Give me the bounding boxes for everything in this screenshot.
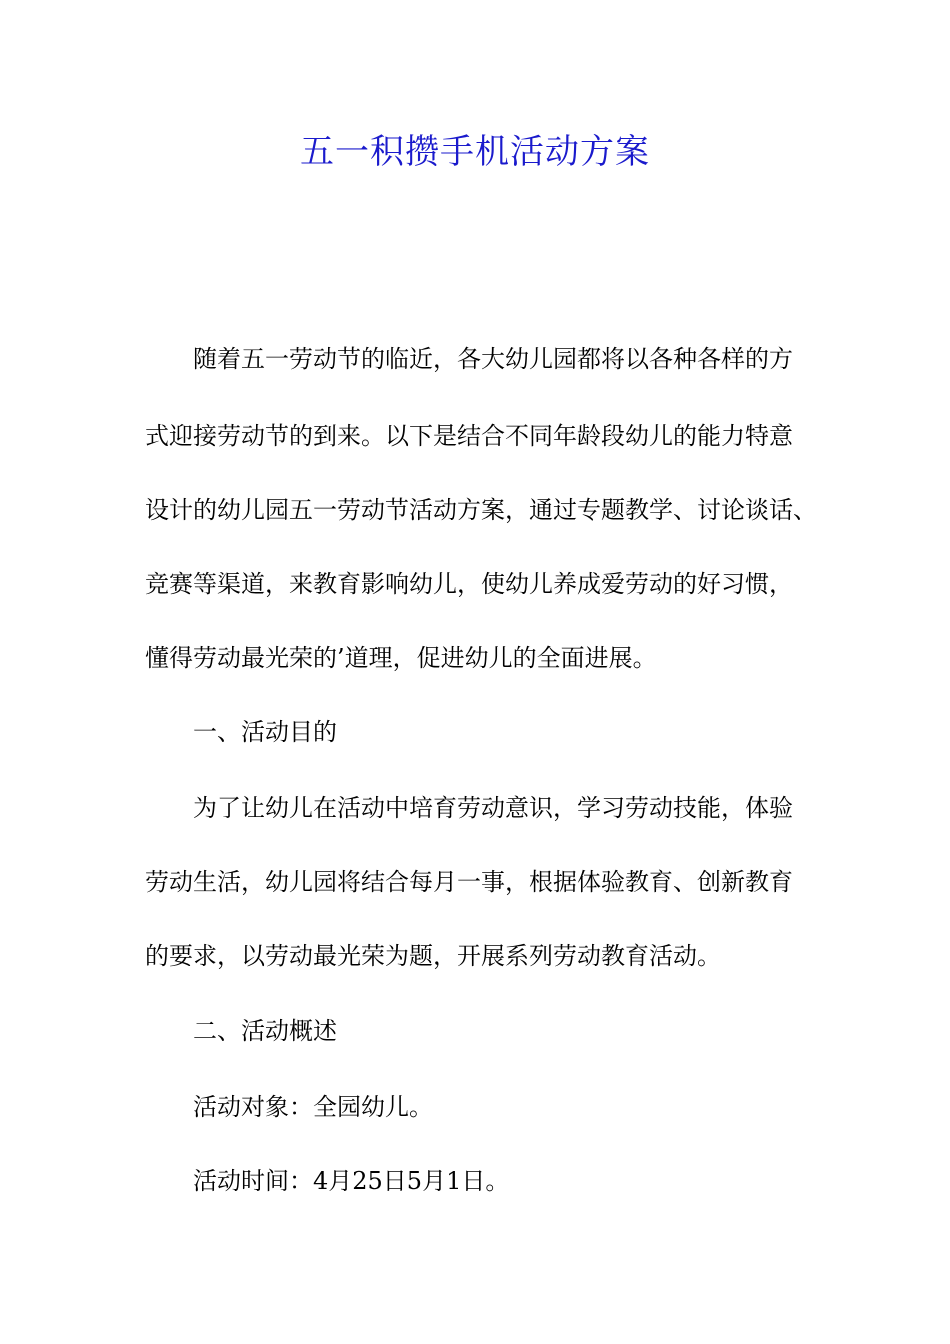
- paragraph-line: 活动对象：全园幼儿。: [193, 1093, 433, 1121]
- paragraph-line: 活动时间：4月25日5月1日。: [193, 1167, 510, 1195]
- paragraph-line: 懂得劳动最光荣的’道理，促进幼儿的全面进展。: [145, 644, 657, 672]
- section-heading: 二、活动概述: [193, 1017, 337, 1045]
- paragraph-line: 竞赛等渠道，来教育影响幼儿，使幼儿养成爱劳动的好习惯，: [145, 570, 793, 598]
- section-heading: 一、活动目的: [193, 718, 337, 746]
- paragraph-line: 劳动生活，幼儿园将结合每月一事，根据体验教育、创新教育: [145, 868, 793, 896]
- paragraph-line: 的要求，以劳动最光荣为题，开展系列劳动教育活动。: [145, 942, 721, 970]
- paragraph-line: 式迎接劳动节的到来。以下是结合不同年龄段幼儿的能力特意: [145, 422, 793, 450]
- paragraph-line: 为了让幼儿在活动中培育劳动意识，学习劳动技能，体验: [193, 794, 793, 822]
- document-title: 五一积攒手机活动方案: [300, 132, 650, 172]
- paragraph-line: 随着五一劳动节的临近，各大幼儿园都将以各种各样的方: [193, 345, 793, 373]
- paragraph-line: 设计的幼儿园五一劳动节活动方案，通过专题教学、讨论谈话、: [145, 496, 817, 524]
